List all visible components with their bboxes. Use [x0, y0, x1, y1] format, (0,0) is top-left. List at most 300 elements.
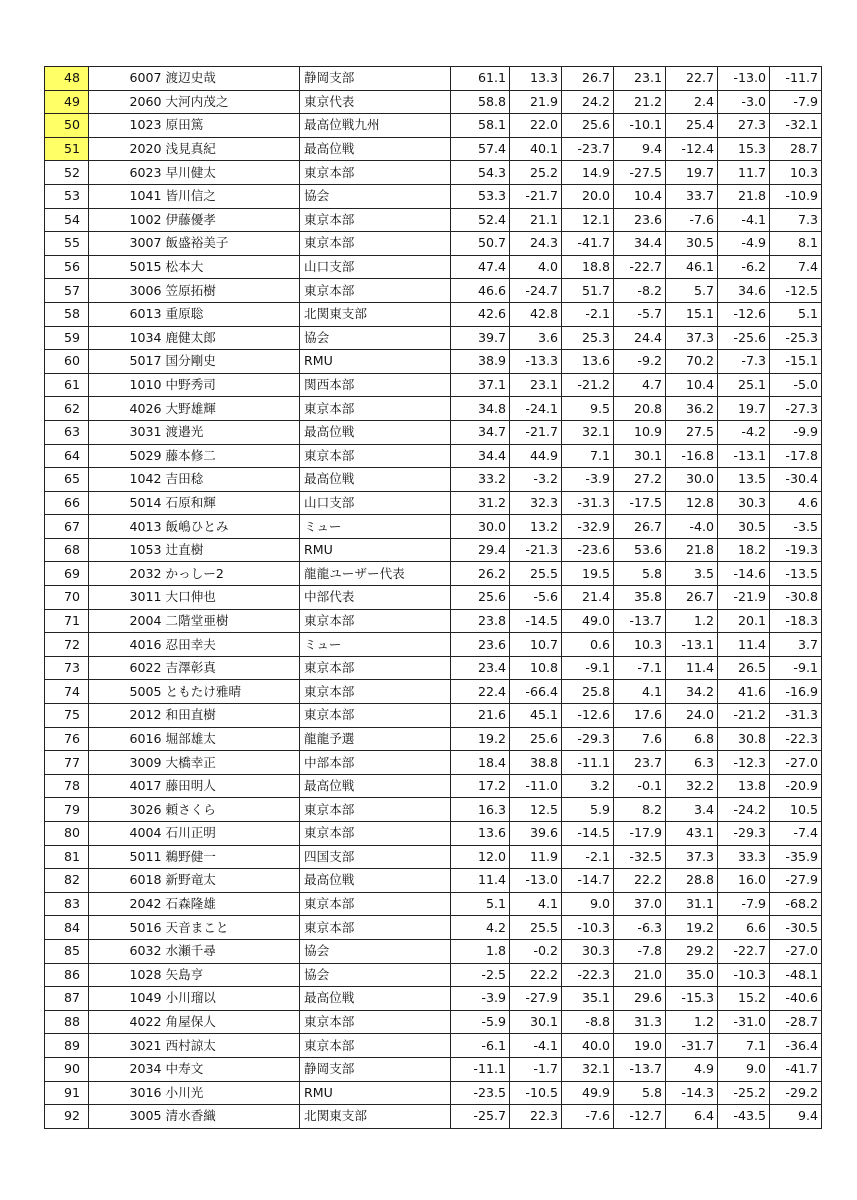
session-score-cell: 6.8 — [666, 727, 718, 751]
session-score-cell: -27.0 — [770, 939, 822, 963]
session-score-cell: 31.3 — [614, 1010, 666, 1034]
table-row — [45, 90, 822, 114]
session-score-cell: -8.2 — [614, 279, 666, 303]
player-id-cell: 6032 — [89, 939, 164, 963]
player-name-cell: 藤本修二 — [164, 444, 300, 468]
session-score-cell: 0.6 — [562, 633, 614, 657]
session-score-cell: 34.4 — [614, 232, 666, 256]
session-score-cell: 19.7 — [718, 397, 770, 421]
table-row — [45, 586, 822, 610]
player-name-cell: 石森隆雄 — [164, 892, 300, 916]
session-score-cell: -3.9 — [562, 468, 614, 492]
ranking-table — [44, 66, 822, 1129]
session-score-cell: -5.6 — [510, 586, 562, 610]
session-score-cell: 7.1 — [718, 1034, 770, 1058]
session-score-cell: 7.3 — [770, 208, 822, 232]
session-score-cell: -13.5 — [770, 562, 822, 586]
rank-cell: 92 — [45, 1105, 89, 1129]
player-id-cell: 3026 — [89, 798, 164, 822]
total-score-cell: 37.1 — [451, 373, 510, 397]
session-score-cell: 13.2 — [510, 515, 562, 539]
total-score-cell: 58.1 — [451, 114, 510, 138]
table-row — [45, 939, 822, 963]
rank-cell: 56 — [45, 255, 89, 279]
table-row — [45, 397, 822, 421]
rank-cell: 60 — [45, 350, 89, 374]
table-row — [45, 680, 822, 704]
total-score-cell: 16.3 — [451, 798, 510, 822]
player-id-cell: 1002 — [89, 208, 164, 232]
session-score-cell: 40.1 — [510, 137, 562, 161]
session-score-cell: 12.8 — [666, 491, 718, 515]
affiliation-cell: 東京本部 — [300, 892, 451, 916]
rank-cell: 52 — [45, 161, 89, 185]
table-row — [45, 208, 822, 232]
session-score-cell: 4.6 — [770, 491, 822, 515]
affiliation-cell: 最高位戦 — [300, 468, 451, 492]
total-score-cell: 12.0 — [451, 845, 510, 869]
session-score-cell: 35.1 — [562, 987, 614, 1011]
table-row — [45, 420, 822, 444]
table-row — [45, 1010, 822, 1034]
total-score-cell: 23.8 — [451, 609, 510, 633]
session-score-cell: 12.5 — [510, 798, 562, 822]
session-score-cell: -6.2 — [718, 255, 770, 279]
session-score-cell: 70.2 — [666, 350, 718, 374]
session-score-cell: -14.5 — [562, 822, 614, 846]
table-row — [45, 184, 822, 208]
player-id-cell: 2012 — [89, 704, 164, 728]
session-score-cell: 24.0 — [666, 704, 718, 728]
session-score-cell: -27.9 — [770, 869, 822, 893]
total-score-cell: 25.6 — [451, 586, 510, 610]
session-score-cell: 33.3 — [718, 845, 770, 869]
table-row — [45, 609, 822, 633]
session-score-cell: 21.2 — [614, 90, 666, 114]
affiliation-cell: 東京本部 — [300, 232, 451, 256]
session-score-cell: -1.7 — [510, 1057, 562, 1081]
session-score-cell: -7.6 — [562, 1105, 614, 1129]
session-score-cell: -22.7 — [614, 255, 666, 279]
affiliation-cell: 山口支部 — [300, 255, 451, 279]
session-score-cell: 25.6 — [562, 114, 614, 138]
session-score-cell: 4.7 — [614, 373, 666, 397]
total-score-cell: 29.4 — [451, 538, 510, 562]
session-score-cell: 25.3 — [562, 326, 614, 350]
session-score-cell: 7.4 — [770, 255, 822, 279]
session-score-cell: 42.8 — [510, 302, 562, 326]
session-score-cell: -14.3 — [666, 1081, 718, 1105]
player-name-cell: 中野秀司 — [164, 373, 300, 397]
player-id-cell: 5015 — [89, 255, 164, 279]
affiliation-cell: 最高位戦 — [300, 137, 451, 161]
rank-cell: 74 — [45, 680, 89, 704]
session-score-cell: -6.3 — [614, 916, 666, 940]
session-score-cell: -10.1 — [614, 114, 666, 138]
session-score-cell: 15.3 — [718, 137, 770, 161]
affiliation-cell: 協会 — [300, 963, 451, 987]
session-score-cell: -17.8 — [770, 444, 822, 468]
affiliation-cell: 東京本部 — [300, 609, 451, 633]
session-score-cell: -68.2 — [770, 892, 822, 916]
rank-cell: 91 — [45, 1081, 89, 1105]
affiliation-cell: 関西本部 — [300, 373, 451, 397]
affiliation-cell: 東京本部 — [300, 916, 451, 940]
session-score-cell: -28.7 — [770, 1010, 822, 1034]
player-name-cell: 大河内茂之 — [164, 90, 300, 114]
table-row — [45, 444, 822, 468]
session-score-cell: -10.3 — [562, 916, 614, 940]
rank-cell: 71 — [45, 609, 89, 633]
session-score-cell: 4.9 — [666, 1057, 718, 1081]
session-score-cell: 23.6 — [614, 208, 666, 232]
session-score-cell: 6.4 — [666, 1105, 718, 1129]
affiliation-cell: 東京本部 — [300, 397, 451, 421]
session-score-cell: 4.1 — [614, 680, 666, 704]
session-score-cell: -43.5 — [718, 1105, 770, 1129]
table-row — [45, 916, 822, 940]
affiliation-cell: 最高位戦九州 — [300, 114, 451, 138]
rank-cell: 83 — [45, 892, 89, 916]
player-name-cell: 重原聡 — [164, 302, 300, 326]
player-name-cell: 藤田明人 — [164, 774, 300, 798]
session-score-cell: 19.2 — [666, 916, 718, 940]
session-score-cell: 21.0 — [614, 963, 666, 987]
player-id-cell: 5016 — [89, 916, 164, 940]
affiliation-cell: 東京本部 — [300, 822, 451, 846]
session-score-cell: 9.4 — [614, 137, 666, 161]
rank-cell: 85 — [45, 939, 89, 963]
player-id-cell: 1042 — [89, 468, 164, 492]
session-score-cell: 30.5 — [718, 515, 770, 539]
session-score-cell: 11.4 — [666, 656, 718, 680]
session-score-cell: -4.0 — [666, 515, 718, 539]
session-score-cell: -4.1 — [510, 1034, 562, 1058]
session-score-cell: 30.3 — [562, 939, 614, 963]
rank-cell: 53 — [45, 184, 89, 208]
rank-cell: 51 — [45, 137, 89, 161]
session-score-cell: 17.6 — [614, 704, 666, 728]
session-score-cell: 21.8 — [666, 538, 718, 562]
affiliation-cell: RMU — [300, 350, 451, 374]
session-score-cell: 35.0 — [666, 963, 718, 987]
table-row — [45, 114, 822, 138]
session-score-cell: 23.1 — [614, 67, 666, 91]
player-id-cell: 3021 — [89, 1034, 164, 1058]
session-score-cell: -31.3 — [770, 704, 822, 728]
session-score-cell: 1.2 — [666, 1010, 718, 1034]
player-id-cell: 5014 — [89, 491, 164, 515]
session-score-cell: 23.1 — [510, 373, 562, 397]
table-row — [45, 350, 822, 374]
session-score-cell: 1.2 — [666, 609, 718, 633]
session-score-cell: 9.5 — [562, 397, 614, 421]
player-id-cell: 3005 — [89, 1105, 164, 1129]
session-score-cell: 9.0 — [562, 892, 614, 916]
session-score-cell: 34.2 — [666, 680, 718, 704]
total-score-cell: 53.3 — [451, 184, 510, 208]
session-score-cell: -32.1 — [770, 114, 822, 138]
total-score-cell: 47.4 — [451, 255, 510, 279]
session-score-cell: 5.1 — [770, 302, 822, 326]
rank-cell: 70 — [45, 586, 89, 610]
session-score-cell: 27.3 — [718, 114, 770, 138]
table-row — [45, 302, 822, 326]
rank-cell: 58 — [45, 302, 89, 326]
player-name-cell: 飯盛裕美子 — [164, 232, 300, 256]
total-score-cell: -2.5 — [451, 963, 510, 987]
session-score-cell: 10.4 — [666, 373, 718, 397]
session-score-cell: 10.7 — [510, 633, 562, 657]
session-score-cell: -31.3 — [562, 491, 614, 515]
session-score-cell: -32.5 — [614, 845, 666, 869]
table-row — [45, 656, 822, 680]
table-row — [45, 892, 822, 916]
total-score-cell: -3.9 — [451, 987, 510, 1011]
affiliation-cell: RMU — [300, 1081, 451, 1105]
session-score-cell: 10.3 — [770, 161, 822, 185]
player-id-cell: 2020 — [89, 137, 164, 161]
affiliation-cell: 最高位戦 — [300, 774, 451, 798]
table-row — [45, 373, 822, 397]
rank-cell: 57 — [45, 279, 89, 303]
player-id-cell: 2032 — [89, 562, 164, 586]
affiliation-cell: 中部代表 — [300, 586, 451, 610]
player-name-cell: 水瀬千尋 — [164, 939, 300, 963]
session-score-cell: 37.3 — [666, 326, 718, 350]
session-score-cell: 38.8 — [510, 751, 562, 775]
session-score-cell: -35.9 — [770, 845, 822, 869]
affiliation-cell: 東京本部 — [300, 798, 451, 822]
player-name-cell: 天音まこと — [164, 916, 300, 940]
session-score-cell: 33.7 — [666, 184, 718, 208]
session-score-cell: 22.2 — [510, 963, 562, 987]
affiliation-cell: 山口支部 — [300, 491, 451, 515]
session-score-cell: -12.4 — [666, 137, 718, 161]
session-score-cell: 24.4 — [614, 326, 666, 350]
player-name-cell: 鵜野健一 — [164, 845, 300, 869]
rank-cell: 49 — [45, 90, 89, 114]
player-name-cell: 原田篤 — [164, 114, 300, 138]
player-name-cell: 忍田幸夫 — [164, 633, 300, 657]
session-score-cell: 9.0 — [718, 1057, 770, 1081]
table-row — [45, 137, 822, 161]
player-name-cell: 飯嶋ひとみ — [164, 515, 300, 539]
rank-cell: 59 — [45, 326, 89, 350]
session-score-cell: -27.5 — [614, 161, 666, 185]
player-name-cell: 角屋保人 — [164, 1010, 300, 1034]
affiliation-cell: 東京本部 — [300, 1034, 451, 1058]
player-id-cell: 6007 — [89, 67, 164, 91]
total-score-cell: -6.1 — [451, 1034, 510, 1058]
session-score-cell: 26.7 — [614, 515, 666, 539]
session-score-cell: -7.6 — [666, 208, 718, 232]
session-score-cell: 41.6 — [718, 680, 770, 704]
affiliation-cell: 東京本部 — [300, 279, 451, 303]
session-score-cell: 26.5 — [718, 656, 770, 680]
rank-cell: 87 — [45, 987, 89, 1011]
total-score-cell: 1.8 — [451, 939, 510, 963]
session-score-cell: 21.1 — [510, 208, 562, 232]
session-score-cell: -0.1 — [614, 774, 666, 798]
session-score-cell: -16.8 — [666, 444, 718, 468]
rank-cell: 68 — [45, 538, 89, 562]
session-score-cell: -25.2 — [718, 1081, 770, 1105]
session-score-cell: -19.3 — [770, 538, 822, 562]
player-name-cell: 早川健太 — [164, 161, 300, 185]
session-score-cell: -10.9 — [770, 184, 822, 208]
player-name-cell: 石川正明 — [164, 822, 300, 846]
session-score-cell: -4.1 — [718, 208, 770, 232]
session-score-cell: -14.5 — [510, 609, 562, 633]
session-score-cell: 40.0 — [562, 1034, 614, 1058]
session-score-cell: 7.6 — [614, 727, 666, 751]
session-score-cell: 34.6 — [718, 279, 770, 303]
affiliation-cell: 最高位戦 — [300, 420, 451, 444]
session-score-cell: 24.2 — [562, 90, 614, 114]
total-score-cell: 30.0 — [451, 515, 510, 539]
session-score-cell: 26.7 — [562, 67, 614, 91]
session-score-cell: 32.2 — [666, 774, 718, 798]
session-score-cell: 53.6 — [614, 538, 666, 562]
session-score-cell: 51.7 — [562, 279, 614, 303]
session-score-cell: 22.2 — [614, 869, 666, 893]
affiliation-cell: ミュー — [300, 633, 451, 657]
rank-cell: 86 — [45, 963, 89, 987]
session-score-cell: 49.0 — [562, 609, 614, 633]
player-name-cell: 渡辺史哉 — [164, 67, 300, 91]
rank-cell: 54 — [45, 208, 89, 232]
player-name-cell: 鹿健太郎 — [164, 326, 300, 350]
player-id-cell: 3016 — [89, 1081, 164, 1105]
session-score-cell: 11.7 — [718, 161, 770, 185]
session-score-cell: 19.7 — [666, 161, 718, 185]
rank-cell: 79 — [45, 798, 89, 822]
session-score-cell: 6.6 — [718, 916, 770, 940]
table-row — [45, 279, 822, 303]
session-score-cell: -32.9 — [562, 515, 614, 539]
session-score-cell: -22.3 — [770, 727, 822, 751]
player-id-cell: 3011 — [89, 586, 164, 610]
session-score-cell: 8.2 — [614, 798, 666, 822]
session-score-cell: 39.6 — [510, 822, 562, 846]
session-score-cell: 20.8 — [614, 397, 666, 421]
session-score-cell: 13.3 — [510, 67, 562, 91]
total-score-cell: 34.4 — [451, 444, 510, 468]
session-score-cell: -3.2 — [510, 468, 562, 492]
session-score-cell: 36.2 — [666, 397, 718, 421]
session-score-cell: -0.2 — [510, 939, 562, 963]
player-id-cell: 1010 — [89, 373, 164, 397]
session-score-cell: -29.3 — [718, 822, 770, 846]
rank-cell: 84 — [45, 916, 89, 940]
rank-cell: 82 — [45, 869, 89, 893]
session-score-cell: -27.0 — [770, 751, 822, 775]
session-score-cell: -5.7 — [614, 302, 666, 326]
session-score-cell: 27.2 — [614, 468, 666, 492]
total-score-cell: 33.2 — [451, 468, 510, 492]
session-score-cell: 25.2 — [510, 161, 562, 185]
player-id-cell: 2042 — [89, 892, 164, 916]
player-name-cell: 和田直樹 — [164, 704, 300, 728]
session-score-cell: 10.8 — [510, 656, 562, 680]
total-score-cell: 23.6 — [451, 633, 510, 657]
table-row — [45, 255, 822, 279]
session-score-cell: 11.9 — [510, 845, 562, 869]
session-score-cell: -24.1 — [510, 397, 562, 421]
rank-cell: 72 — [45, 633, 89, 657]
session-score-cell: -3.5 — [770, 515, 822, 539]
session-score-cell: -7.1 — [614, 656, 666, 680]
affiliation-cell: 中部本部 — [300, 751, 451, 775]
player-id-cell: 2034 — [89, 1057, 164, 1081]
session-score-cell: -5.0 — [770, 373, 822, 397]
total-score-cell: 19.2 — [451, 727, 510, 751]
player-name-cell: 浅見真紀 — [164, 137, 300, 161]
table-row — [45, 845, 822, 869]
session-score-cell: -21.3 — [510, 538, 562, 562]
session-score-cell: 28.8 — [666, 869, 718, 893]
table-row — [45, 1034, 822, 1058]
player-id-cell: 3006 — [89, 279, 164, 303]
session-score-cell: 22.3 — [510, 1105, 562, 1129]
rank-cell: 80 — [45, 822, 89, 846]
session-score-cell: -12.7 — [614, 1105, 666, 1129]
session-score-cell: 4.1 — [510, 892, 562, 916]
player-name-cell: 伊藤優孝 — [164, 208, 300, 232]
player-id-cell: 1041 — [89, 184, 164, 208]
player-name-cell: 皆川信之 — [164, 184, 300, 208]
rank-cell: 81 — [45, 845, 89, 869]
table-row — [45, 161, 822, 185]
session-score-cell: 18.8 — [562, 255, 614, 279]
player-id-cell: 5011 — [89, 845, 164, 869]
session-score-cell: 12.1 — [562, 208, 614, 232]
player-id-cell: 4022 — [89, 1010, 164, 1034]
session-score-cell: 8.1 — [770, 232, 822, 256]
table-row — [45, 751, 822, 775]
session-score-cell: -15.3 — [666, 987, 718, 1011]
session-score-cell: 19.0 — [614, 1034, 666, 1058]
session-score-cell: 10.3 — [614, 633, 666, 657]
rank-cell: 76 — [45, 727, 89, 751]
player-id-cell: 2060 — [89, 90, 164, 114]
session-score-cell: 5.9 — [562, 798, 614, 822]
session-score-cell: -11.7 — [770, 67, 822, 91]
session-score-cell: -13.1 — [666, 633, 718, 657]
session-score-cell: 25.8 — [562, 680, 614, 704]
total-score-cell: 46.6 — [451, 279, 510, 303]
session-score-cell: -36.4 — [770, 1034, 822, 1058]
session-score-cell: -7.8 — [614, 939, 666, 963]
table-row — [45, 774, 822, 798]
table-row — [45, 822, 822, 846]
affiliation-cell: 東京本部 — [300, 656, 451, 680]
table-row — [45, 538, 822, 562]
player-id-cell: 1023 — [89, 114, 164, 138]
session-score-cell: -13.1 — [718, 444, 770, 468]
player-id-cell: 4013 — [89, 515, 164, 539]
session-score-cell: 3.6 — [510, 326, 562, 350]
affiliation-cell: 静岡支部 — [300, 1057, 451, 1081]
session-score-cell: 35.8 — [614, 586, 666, 610]
session-score-cell: 20.1 — [718, 609, 770, 633]
session-score-cell: 15.1 — [666, 302, 718, 326]
player-id-cell: 4017 — [89, 774, 164, 798]
session-score-cell: 23.7 — [614, 751, 666, 775]
total-score-cell: -23.5 — [451, 1081, 510, 1105]
table-row — [45, 987, 822, 1011]
